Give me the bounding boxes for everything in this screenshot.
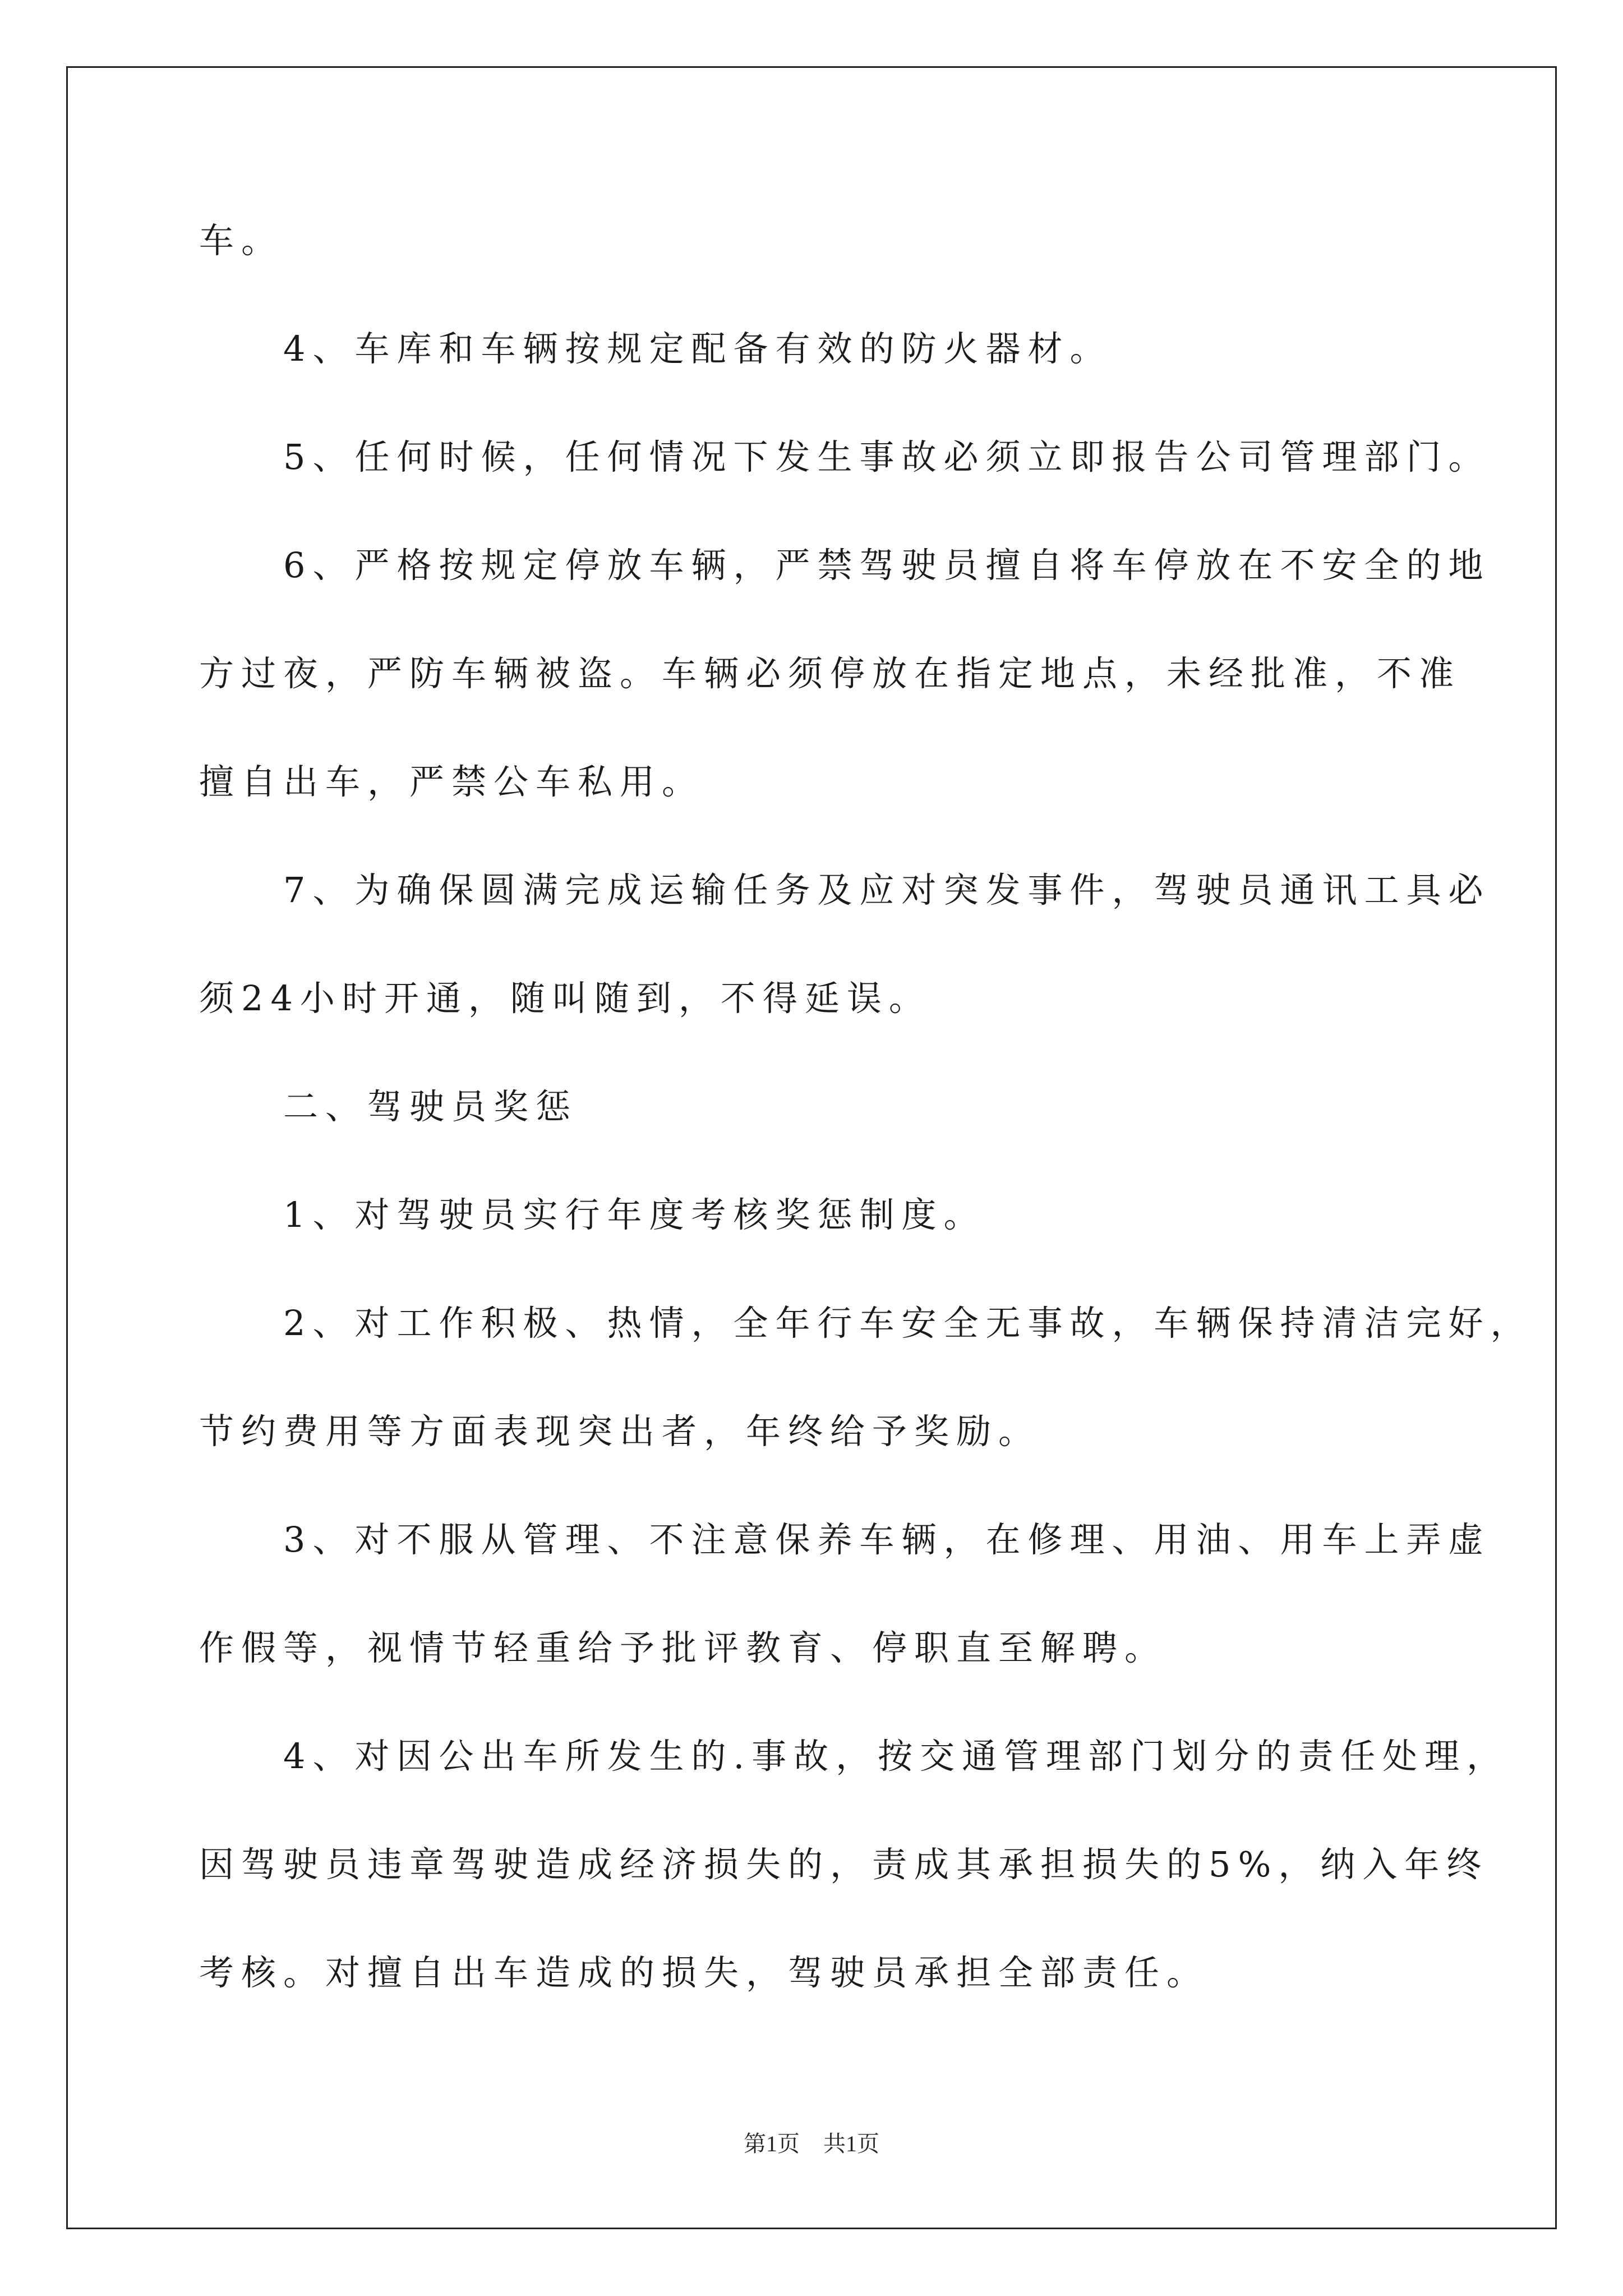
text-line: 5、任何时候，任何情况下发生事故必须立即报告公司管理部门。 (199, 436, 1491, 477)
text-line: 3、对不服从管理、不注意保养车辆，在修理、用油、用车上弄虚 (199, 1519, 1491, 1560)
section-heading: 二、驾驶员奖惩 (199, 1086, 578, 1127)
text-line: 擅自出车，严禁公车私用。 (199, 761, 704, 802)
text-line: 4、车库和车辆按规定配备有效的防火器材。 (199, 328, 1112, 369)
page-number: 第1页 (744, 2131, 800, 2156)
text-line: 须24小时开通，随叫随到，不得延误。 (199, 978, 931, 1019)
text-line: 方过夜，严防车辆被盗。车辆必须停放在指定地点，未经批准，不准 (199, 653, 1461, 694)
page-total: 共1页 (823, 2131, 879, 2156)
text-line: 因驾驶员违章驾驶造成经济损失的，责成其承担损失的5%，纳入年终 (199, 1844, 1489, 1885)
text-line: 1、对驾驶员实行年度考核奖惩制度。 (199, 1194, 986, 1235)
text-line: 车。 (199, 220, 284, 261)
text-line: 2、对工作积极、热情，全年行车安全无事故，车辆保持清洁完好， (199, 1303, 1533, 1343)
text-line: 作假等，视情节轻重给予批评教育、停职直至解聘。 (199, 1627, 1167, 1668)
text-line: 6、严格按规定停放车辆，严禁驾驶员擅自将车停放在不安全的地 (199, 545, 1491, 586)
page-footer (0, 2126, 1623, 2158)
text-line: 7、为确保圆满完成运输任务及应对突发事件，驾驶员通讯工具必 (199, 869, 1491, 910)
text-line: 考核。对擅自出车造成的损失，驾驶员承担全部责任。 (199, 1952, 1209, 1993)
text-line: 节约费用等方面表现突出者，年终给予奖励。 (199, 1411, 1041, 1452)
page-border (66, 66, 1557, 2229)
text-line: 4、对因公出车所发生的.事故，按交通管理部门划分的责任处理， (199, 1736, 1509, 1777)
